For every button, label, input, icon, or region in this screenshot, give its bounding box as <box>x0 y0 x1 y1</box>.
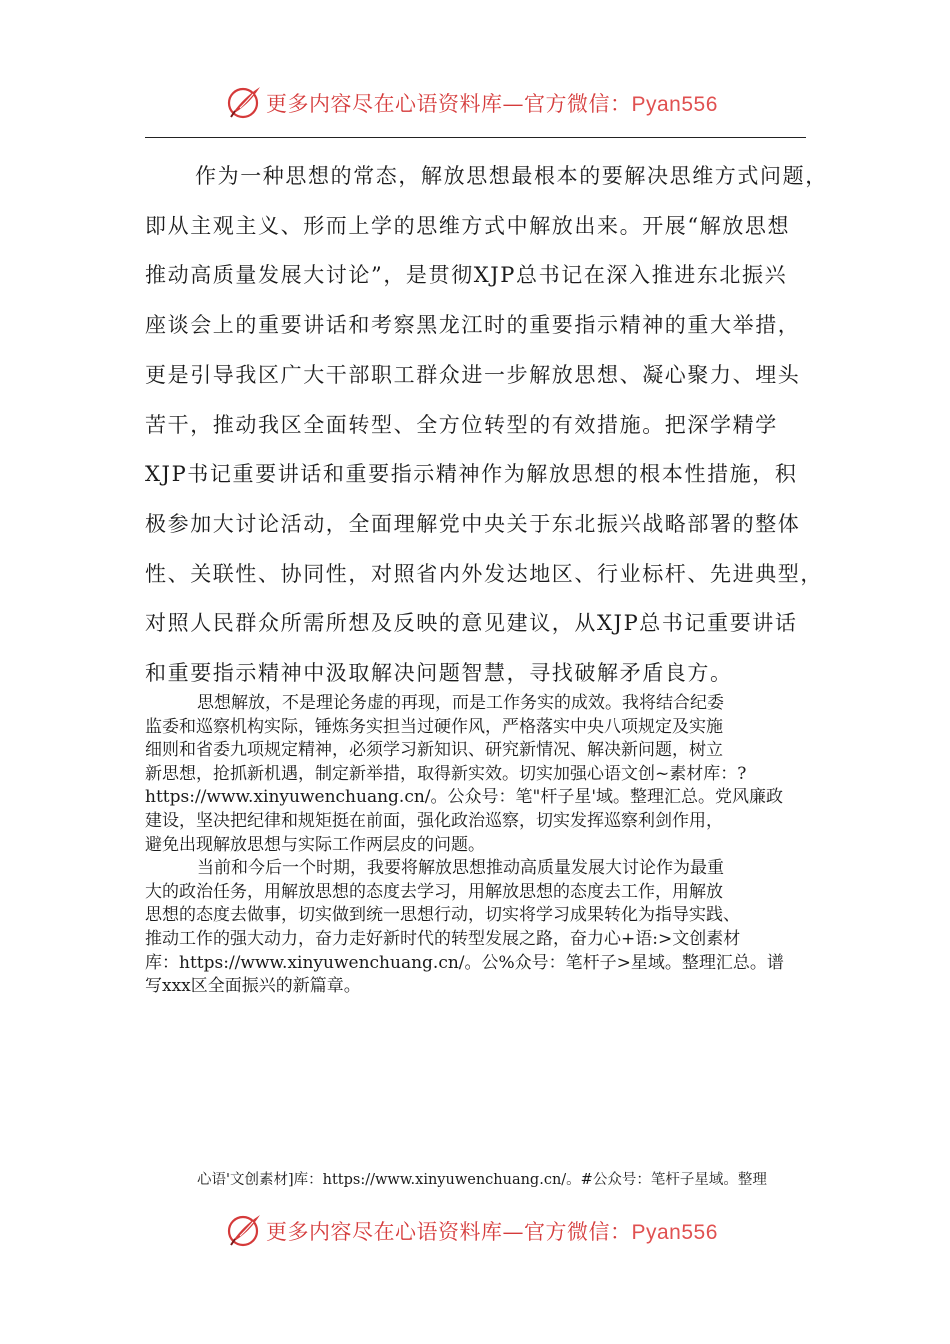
paragraph-1-line: 性、关联性、协同性，对照省内外发达地区、行业标杆、先进典型， <box>145 561 823 586</box>
paragraph-1-line: 即从主观主义、形而上学的思维方式中解放出来。开展“解放思想 <box>145 213 791 238</box>
quill-logo-icon <box>226 1212 264 1248</box>
paragraph-1-line: XJP书记重要讲话和重要指示精神作为解放思想的根本性措施，积 <box>145 462 798 487</box>
paragraph-1-line: 座谈会上的重要讲话和考察黑龙江时的重要指示精神的重大举措， <box>145 313 801 338</box>
footer-banner <box>0 1208 950 1252</box>
footer-wechat-id: Pyan556 <box>631 1221 718 1244</box>
paragraph-2-line: 细则和省委九项规定精神，必须学习新知识、研究新情况、解决新问题，树立 <box>145 740 723 761</box>
paragraph-2-line: 新思想，抢抓新机遇，制定新举措，取得新实效。切实加强心语文创~素材库：? <box>145 763 747 784</box>
paragraph-3-line: 当前和今后一个时期，我要将解放思想推动高质量发展大讨论作为最重 <box>197 858 724 879</box>
paragraph-2-line: 避免出现解放思想与实际工作两层皮的问题。 <box>145 834 485 855</box>
paragraph-2-line: 监委和巡察机构实际，锤炼务实担当过硬作风，严格落实中央八项规定及实施 <box>145 716 723 737</box>
paragraph-3-line: 思想的态度去做事，切实做到统一思想行动，切实将学习成果转化为指导实践、 <box>145 905 740 926</box>
paragraph-2-line: 建设，坚决把纪律和规矩挺在前面，强化政治巡察，切实发挥巡察利剑作用， <box>145 810 723 831</box>
paragraph-3-line: 库：https://www.xinyuwenchuang.cn/。公%众号：笔杆子>星域。整理汇总。谱 <box>145 952 784 973</box>
paragraph-1-line: 更是引导我区广大干部职工群众进一步解放思想、凝心聚力、埋头 <box>145 362 801 387</box>
footer-slogan: 更多内容尽在心语资料库—官方微信：Pyan556 <box>266 1220 718 1244</box>
header-wechat-id: Pyan556 <box>631 93 718 116</box>
paragraph-2-line: 思想解放，不是理论务虚的再现，而是工作务实的成效。我将结合纪委 <box>197 693 724 713</box>
footer-note: 心语'文创素材]库：https://www.xinyuwenchuang.cn/。#公众号：笔杆子星域。整理 <box>197 1172 767 1188</box>
paragraph-2-line: https://www.xinyuwenchuang.cn/。公众号：笔"杆子星'域。整理汇总。党风廉政 <box>145 787 784 808</box>
paragraph-1-line: 苦干，推动我区全面转型、全方位转型的有效措施。把深学精学 <box>145 412 778 437</box>
header-banner <box>0 80 950 124</box>
paragraph-1-line: 极参加大讨论活动，全面理解党中央关于东北振兴战略部署的整体 <box>145 511 801 536</box>
paragraph-1 <box>145 152 828 699</box>
paragraph-1-line: 作为一种思想的常态，解放思想最根本的要解决思维方式问题， <box>195 164 828 188</box>
header-slogan: 更多内容尽在心语资料库—官方微信：Pyan556 <box>266 92 718 116</box>
paragraph-3-line: 写xxx区全面振兴的新篇章。 <box>145 976 361 997</box>
paragraph-1-line: 和重要指示精神中汲取解决问题智慧，寻找破解矛盾良方。 <box>145 661 733 686</box>
paragraph-1-line: 对照人民群众所需所想及反映的意见建议，从XJP总书记重要讲话 <box>145 611 798 636</box>
paragraph-1-line: 推动高质量发展大讨论”，是贯彻XJP总书记在深入推进东北振兴 <box>145 263 788 288</box>
paragraph-3-line: 大的政治任务，用解放思想的态度去学习，用解放思想的态度去工作，用解放 <box>145 881 723 902</box>
header-divider <box>145 137 806 138</box>
quill-logo-icon <box>226 84 264 120</box>
paragraphs-small <box>145 692 809 999</box>
paragraph-3-line: 推动工作的强大动力，奋力走好新时代的转型发展之路，奋力心+语:>文创素材 <box>145 928 741 949</box>
